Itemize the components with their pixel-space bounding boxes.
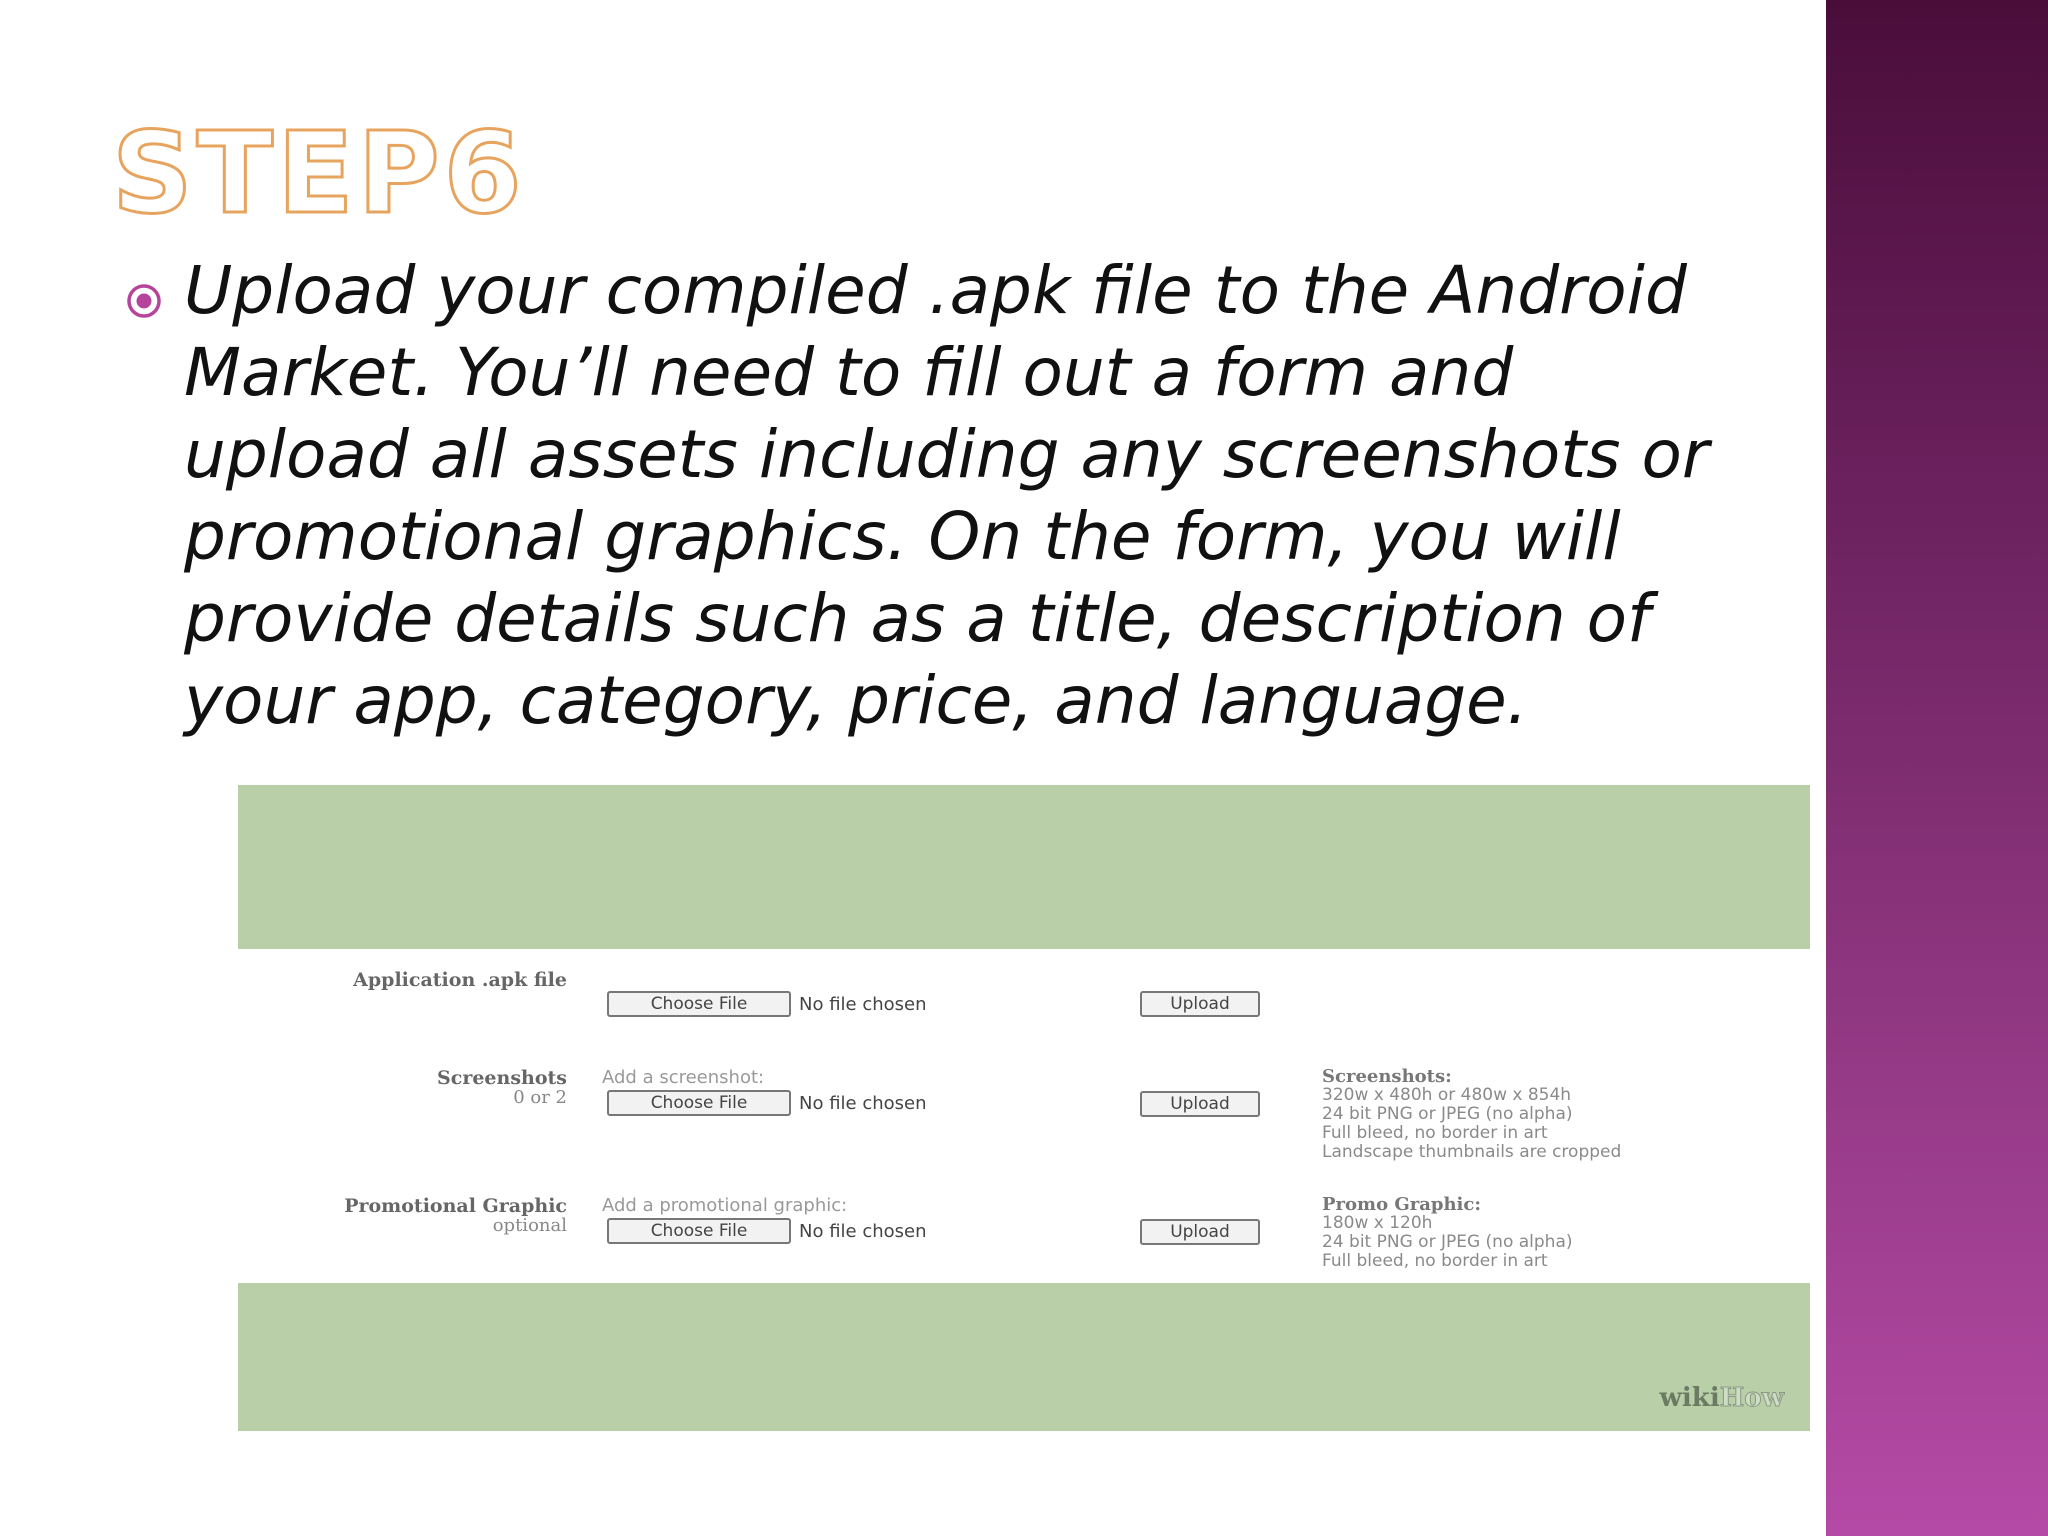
promo-spec bbox=[1322, 1195, 1573, 1271]
slide-title: STEP6 bbox=[112, 109, 526, 239]
screenshots-hint: Add a screenshot: bbox=[602, 1067, 765, 1088]
circled-dot-icon bbox=[124, 281, 164, 321]
screenshots-spec-line: 320w x 480h or 480w x 854h bbox=[1322, 1085, 1572, 1105]
wikihow-watermark bbox=[1660, 1383, 1784, 1413]
apk-field-label: Application .apk file bbox=[353, 969, 567, 991]
promo-optional-label: optional bbox=[492, 1215, 567, 1236]
watermark-wiki: wiki bbox=[1659, 1383, 1720, 1413]
promo-spec-line: 24 bit PNG or JPEG (no alpha) bbox=[1322, 1232, 1573, 1252]
screenshots-spec-line: 24 bit PNG or JPEG (no alpha) bbox=[1322, 1104, 1573, 1124]
screenshots-count-label: 0 or 2 bbox=[513, 1087, 567, 1108]
promo-upload-button[interactable]: Upload bbox=[1140, 1219, 1260, 1245]
screenshot-top-band bbox=[238, 785, 1810, 949]
promo-hint: Add a promotional graphic: bbox=[602, 1195, 848, 1216]
promo-spec-line: Full bleed, no border in art bbox=[1322, 1251, 1548, 1271]
screenshots-spec-line: Landscape thumbnails are cropped bbox=[1322, 1142, 1622, 1162]
promo-spec-title: Promo Graphic: bbox=[1322, 1194, 1481, 1215]
screenshots-upload-button[interactable]: Upload bbox=[1140, 1091, 1260, 1117]
decorative-side-bar bbox=[1826, 0, 2048, 1536]
apk-upload-button[interactable]: Upload bbox=[1140, 991, 1260, 1017]
upload-form-screenshot bbox=[112, 785, 1810, 1435]
upload-form bbox=[112, 949, 1810, 1283]
promo-field-label: Promotional Graphic bbox=[344, 1195, 567, 1217]
screenshots-file-status: No file chosen bbox=[799, 1093, 927, 1114]
apk-file-status: No file chosen bbox=[799, 994, 927, 1015]
screenshots-choose-file-button[interactable]: Choose File bbox=[607, 1090, 791, 1116]
screenshot-bottom-band bbox=[238, 1283, 1810, 1431]
promo-file-status: No file chosen bbox=[799, 1221, 927, 1242]
promo-choose-file-button[interactable]: Choose File bbox=[607, 1218, 791, 1244]
screenshots-spec-title: Screenshots: bbox=[1322, 1066, 1452, 1087]
screenshots-field-label: Screenshots bbox=[437, 1067, 567, 1089]
screenshots-spec-line: Full bleed, no border in art bbox=[1322, 1123, 1548, 1143]
apk-choose-file-button[interactable]: Choose File bbox=[607, 991, 791, 1017]
screenshots-spec bbox=[1322, 1067, 1621, 1162]
watermark-how: How bbox=[1719, 1383, 1784, 1413]
slide-body-text: Upload your compiled .apk file to the Android Market. You’ll need to fill out a form and upload all assets including any screenshots or promotional graphics. On the form, you will provide details such as a title, description of your app, category, price, and language. bbox=[184, 252, 1709, 739]
promo-spec-line: 180w x 120h bbox=[1322, 1213, 1433, 1233]
